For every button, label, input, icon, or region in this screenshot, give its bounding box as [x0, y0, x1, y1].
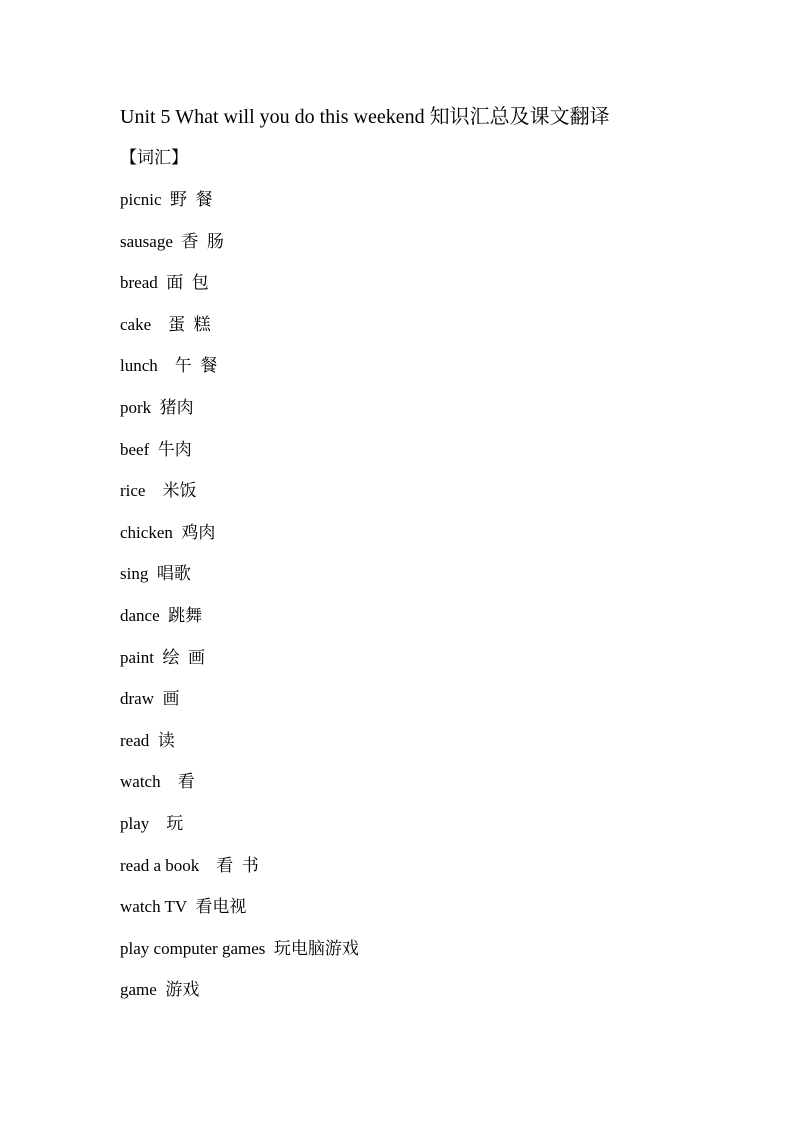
vocab-item: dance 跳舞	[120, 605, 203, 625]
vocab-item: picnic 野 餐	[120, 190, 213, 209]
vocab-item: pork 猪肉	[120, 397, 194, 417]
vocab-item: sing 唱歌	[120, 564, 191, 584]
vocab-item: read a book 看 书	[120, 855, 259, 875]
vocab-item: rice 米饭	[120, 481, 197, 501]
vocab-item: read 读	[120, 730, 175, 750]
vocab-item: bread 面 包	[120, 273, 209, 293]
vocab-item: play 玩	[120, 813, 184, 833]
vocab-item: watch TV 看电视	[120, 897, 247, 917]
vocab-item: game 游戏	[120, 980, 200, 1000]
vocab-item: beef 牛肉	[120, 439, 192, 459]
document-title: Unit 5 What will you do this weekend 知识汇总及课文翻译	[120, 106, 610, 128]
section-heading-vocabulary: 【词汇】	[120, 148, 188, 167]
vocab-item: play computer games 玩电脑游戏	[120, 938, 359, 958]
vocab-item: lunch 午 餐	[120, 356, 218, 376]
vocab-item: chicken 鸡肉	[120, 522, 216, 542]
vocabulary-list	[120, 189, 359, 1021]
vocab-item: sausage 香 肠	[120, 231, 224, 251]
vocab-item: paint 绘 画	[120, 647, 205, 667]
vocab-item: draw 画	[120, 689, 180, 709]
vocab-item: watch 看	[120, 772, 195, 792]
vocab-item: cake 蛋 糕	[120, 314, 211, 334]
